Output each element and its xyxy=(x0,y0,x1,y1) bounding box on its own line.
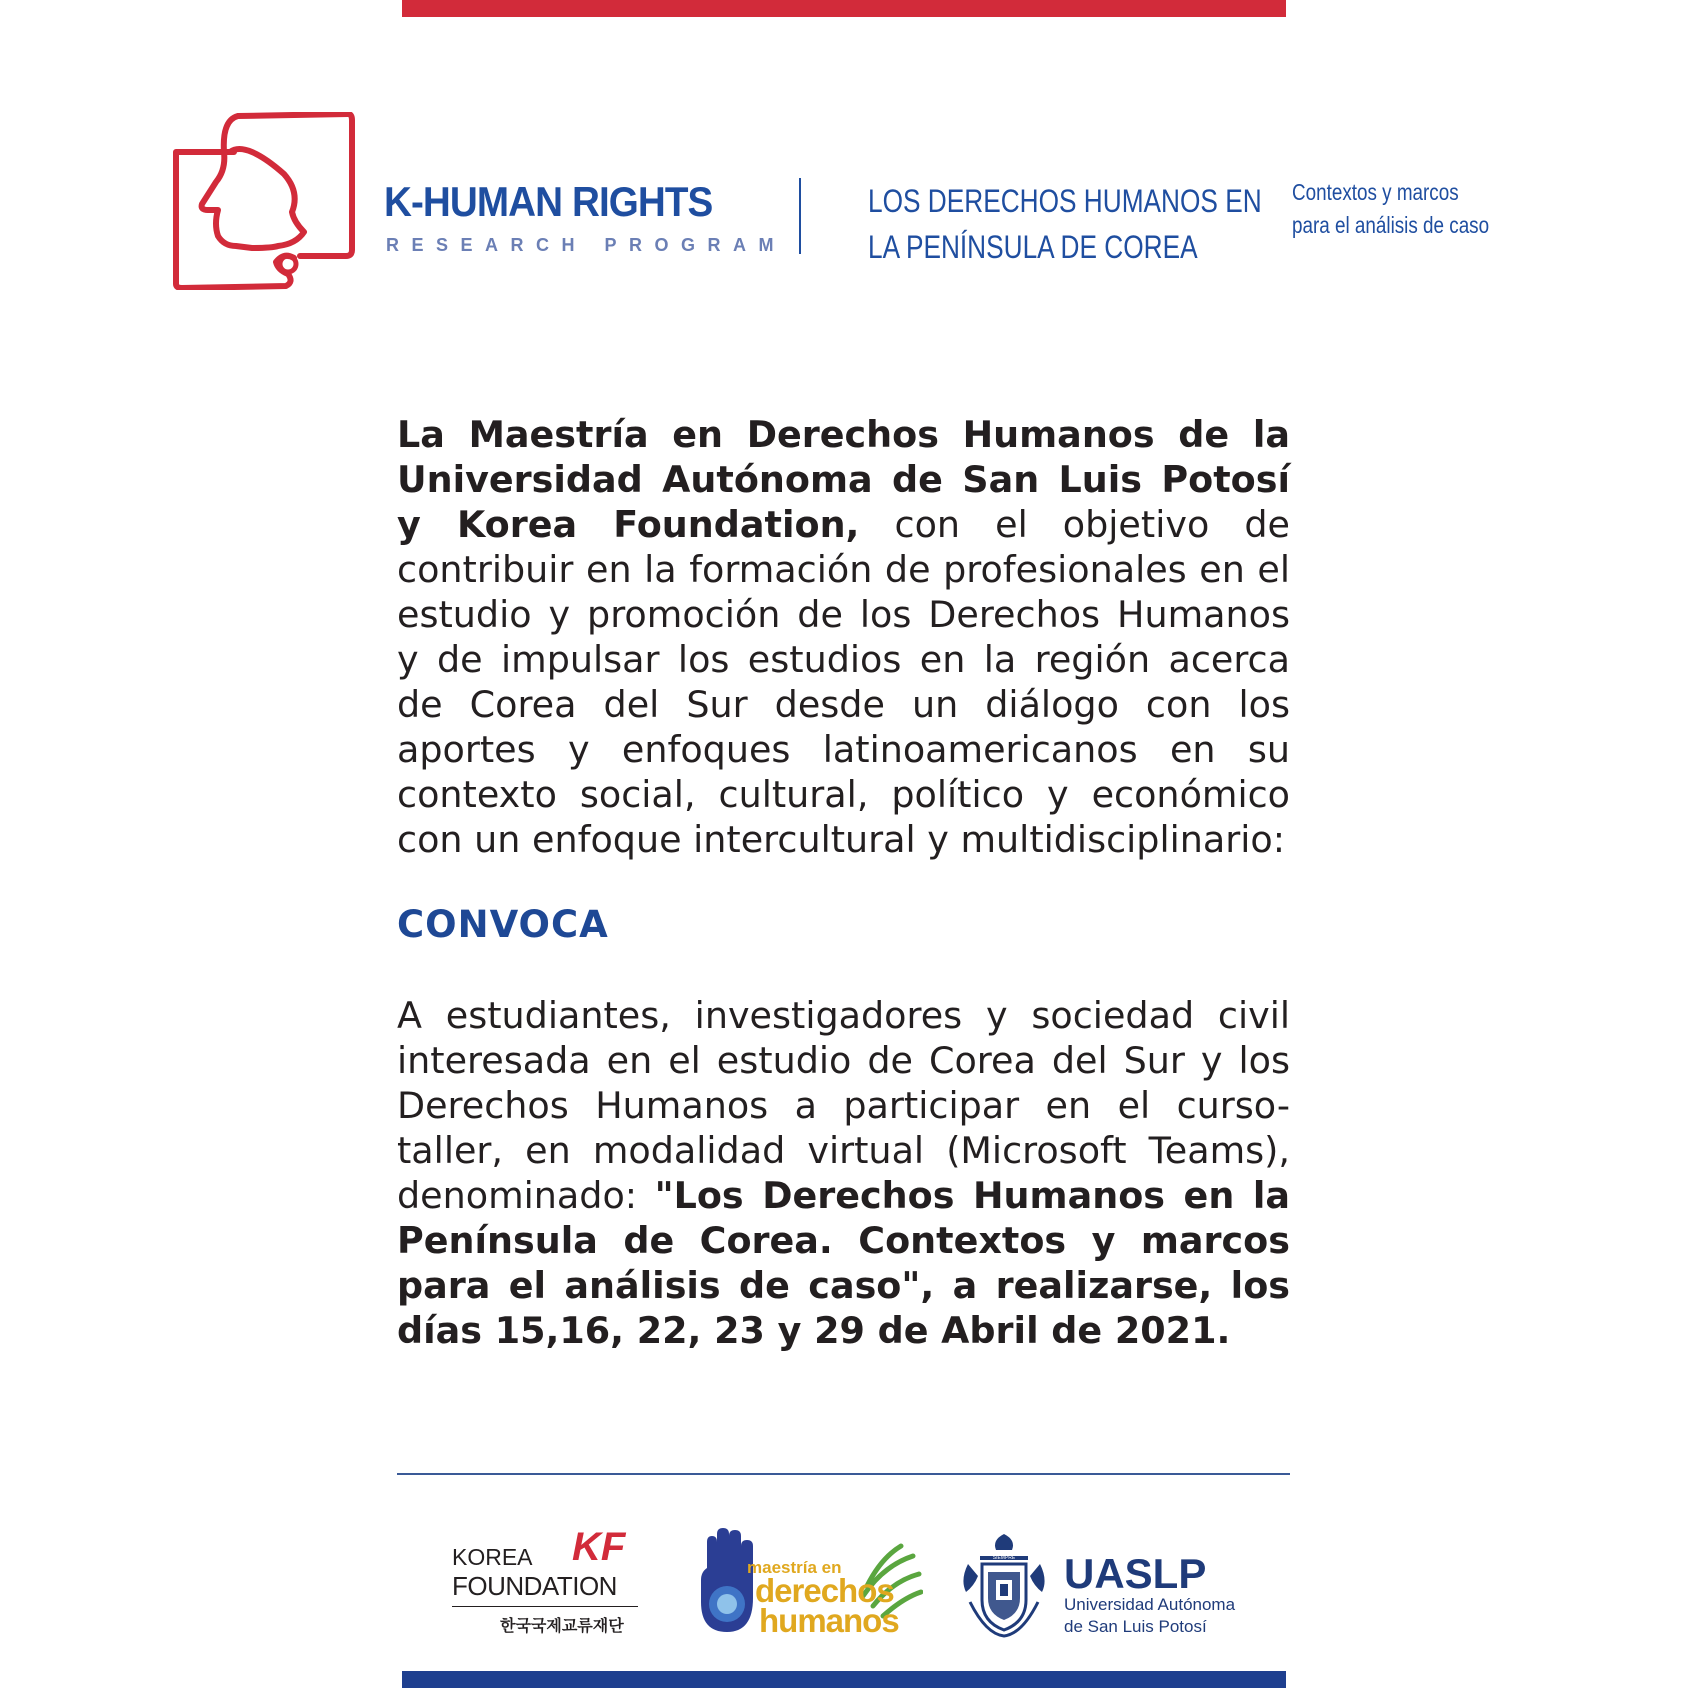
course-subtitle-line1: Contextos y marcos xyxy=(1292,179,1459,205)
mdh-line1: maestría en xyxy=(747,1558,842,1577)
mdh-line2: derechos xyxy=(755,1572,894,1609)
program-subtitle: RESEARCH PROGRAM xyxy=(386,235,787,255)
top-accent-bar xyxy=(402,0,1286,17)
convoca-heading: CONVOCA xyxy=(397,903,609,946)
kf-mark-icon xyxy=(570,1526,642,1566)
footer-divider xyxy=(397,1473,1290,1475)
bottom-accent-bar xyxy=(402,1671,1286,1688)
maestria-derechos-humanos-logo xyxy=(697,1528,922,1638)
mdh-line3: humanos xyxy=(759,1602,899,1639)
intro-text: con el objetivo de contribuir en la formación de profesionales en el estudio y promoción de los Derechos Humanos y de impulsar los estudios en la región acerca de Corea del Sur desde un diálogo con los aportes y enfoques latinoamericanos en su contexto social, cultural, político y económico con un enfoque intercultural y multidisciplinario: xyxy=(397,503,1290,861)
intro-paragraph xyxy=(397,412,1290,862)
call-text: A estudiantes, investigadores y sociedad civil interesada en el estudio de Corea del Sur y los Derechos Humanos a participar en el curso-taller, en modalidad virtual (Microsoft Teams), denominado: xyxy=(397,994,1290,1217)
uaslp-acronym: UASLP xyxy=(1064,1550,1207,1597)
call-bold: "Los Derechos Humanos en la Península de Corea. Contextos y marcos para el análisis de caso", a realizarse, los días 15,16, 22, 23 y 29 de Abril de 2021. xyxy=(397,1174,1291,1352)
kf-mark-text: KF xyxy=(572,1526,626,1566)
course-title xyxy=(868,178,1262,270)
announcement-body xyxy=(397,412,1290,1353)
uaslp-seal-text: SIEMPRE xyxy=(992,1555,1016,1561)
call-paragraph xyxy=(397,993,1290,1353)
korea-foundation-logo xyxy=(452,1528,644,1638)
course-title-line1: LOS DERECHOS HUMANOS EN xyxy=(868,183,1262,219)
course-subtitle-line2: para el análisis de caso xyxy=(1292,212,1490,238)
program-title: K-HUMAN RIGHTS xyxy=(384,178,713,225)
header-divider xyxy=(799,178,801,254)
intro-bold: La Maestría en Derechos Humanos de la Universidad Autónoma de San Luis Potosí y Korea Foundation, xyxy=(397,413,1290,546)
head-profile-speech-bubble-icon xyxy=(172,112,362,290)
course-title-line2: LA PENÍNSULA DE COREA xyxy=(868,229,1198,265)
kf-underline xyxy=(452,1606,638,1607)
uaslp-seal-icon xyxy=(956,1530,1052,1638)
course-subtitle xyxy=(1292,176,1489,242)
uaslp-line2: de San Luis Potosí xyxy=(1064,1617,1207,1636)
kf-korean-text: 한국국제교류재단 xyxy=(500,1616,624,1635)
uaslp-line1: Universidad Autónoma xyxy=(1064,1595,1236,1614)
kf-foundation-text: FOUNDATION xyxy=(452,1571,617,1601)
kf-korea-text: KOREA xyxy=(452,1544,533,1570)
hand-icon xyxy=(697,1528,757,1636)
